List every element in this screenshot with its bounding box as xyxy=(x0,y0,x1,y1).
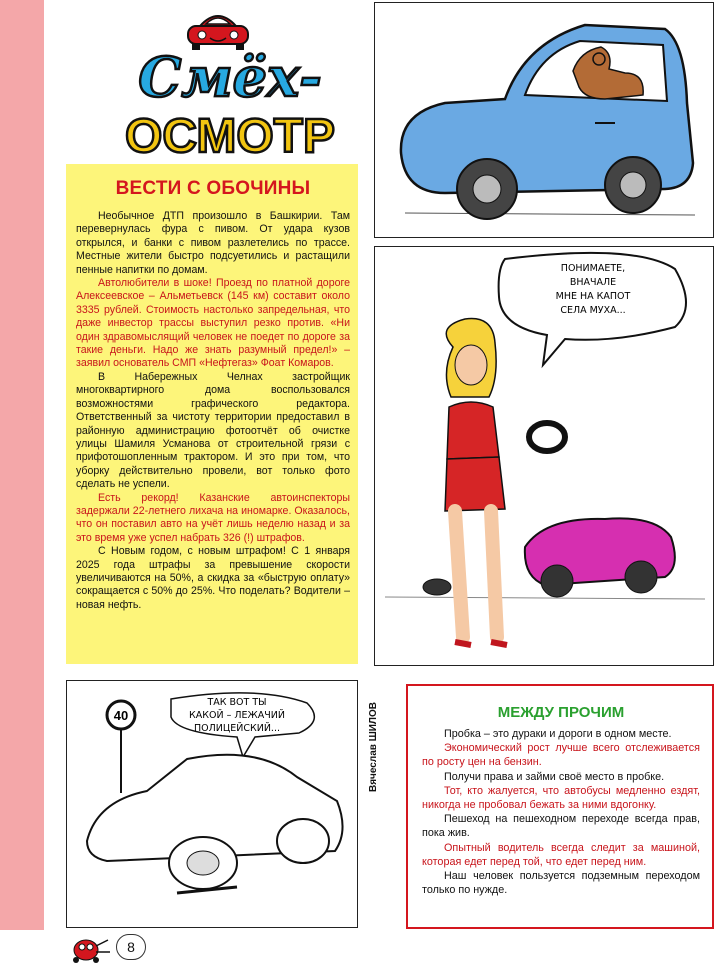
page-number: 8 xyxy=(116,934,146,960)
logo-line1: Смёх- xyxy=(138,45,322,109)
speed-sign-value: 40 xyxy=(113,708,129,723)
cartoon-car-horse xyxy=(375,3,714,238)
cartoon-lying-policeman xyxy=(67,681,358,928)
news-paragraph: Автолюбители в шоке! Проезд по платной дороге Алексеевское – Альметьевск (145 км) составит около 3335 рублей. Стоимость настолько запредельная, что даже инвестор трассы выступил резко против. «Ни один здравомыслящий человек не поедет по дороге за такие деньги. Надо же знать разумный предел!» – заявил основатель СМП «Нефтегаз» Фоат Комаров. xyxy=(76,277,350,370)
news-paragraph: В Набережных Челнах застройщик многоквартирного дома воспользовался возможностями графического редактора. Ответственный за чистоту территории предоставил в районную администрацию фотоотчёт об очистке улицы Шамиля Усманова от строительной грязи с прифотошопленным трактором. И это при том, что уборку действительно провели, вот только фото сделать не успели. xyxy=(76,370,350,491)
joke-paragraph: Тот, кто жалуется, что автобусы медленно ездят, никогда не пробовал бежать за ними вдогонку. xyxy=(422,784,700,812)
between-title: МЕЖДУ ПРОЧИМ xyxy=(497,704,625,721)
joke-paragraph: Опытный водитель всегда следит за машиной, которая едет перед той, что едет перед ним. xyxy=(422,841,700,868)
news-paragraph: Есть рекорд! Казанские автоинспекторы задержали 22-летнего лихача на иномарке. Оказалось, что он поставил авто на учёт лишь неделю назад и за это время уже успел набрать 326 (!) штрафов. xyxy=(76,491,350,544)
joke-paragraph: Пробка – это дураки и дороги в одном месте. xyxy=(444,728,672,740)
cartoon-panel-shilov xyxy=(66,680,358,928)
cartoon-panel-podvitsky xyxy=(374,246,714,666)
news-section xyxy=(66,164,358,664)
cartoon-panel-smagin xyxy=(374,2,714,238)
bubble-line: ПОЛИЦЕЙСКИЙ... xyxy=(193,723,281,734)
news-paragraph: Необычное ДТП произошло в Башкирии. Там перевернулась фура с пивом. От удара кузов открылся, и банки с пивом разлетелись по трассе. Местные жители быстро подсуетились и растащили пенные напитки по домам. xyxy=(76,210,350,276)
left-pink-strip xyxy=(0,0,44,930)
news-title: ВЕСТИ С ОБОЧИНЫ xyxy=(115,178,311,199)
joke-paragraph: Получи права и займи своё место в пробке. xyxy=(444,770,665,783)
between-section xyxy=(406,684,714,929)
joke-paragraph: Пешеход на пешеходном переходе всегда прав, пока жив. xyxy=(422,813,700,840)
bubble-line: ПОНИМАЕТЕ, xyxy=(560,263,626,274)
bubble-line: ВНАЧАЛЕ xyxy=(569,277,617,288)
cartoon-woman-car xyxy=(375,247,714,666)
bubble-line: КАКОЙ – ЛЕЖАЧИЙ xyxy=(189,710,285,721)
bubble-line: ТАК ВОТ ТЫ xyxy=(207,697,267,708)
bubble-line: МНЕ НА КАПОТ xyxy=(555,291,631,302)
joke-paragraph: Наш человек пользуется подземным переходом только по нужде. xyxy=(422,870,700,897)
cartoon-author-shilov: Вячеслав ШИЛОВ xyxy=(368,702,379,792)
news-paragraph: С Новым годом, с новым штрафом! С 1 января 2025 года штрафы за превышение скорости увеличиваются на 50%, а скидка за «быструю оплату» сокращается с 50% до 25%. Что поделать? Водители – новая нефть. xyxy=(76,545,350,611)
mascot-icon xyxy=(66,932,114,964)
bubble-line: СЕЛА МУХА... xyxy=(560,305,626,316)
smekh-osmotr-logo xyxy=(118,4,348,164)
logo-line2: ОСМОТР xyxy=(124,110,336,163)
joke-paragraph: Экономический рост лучше всего отслеживается по росту цен на бензин. xyxy=(422,742,700,769)
